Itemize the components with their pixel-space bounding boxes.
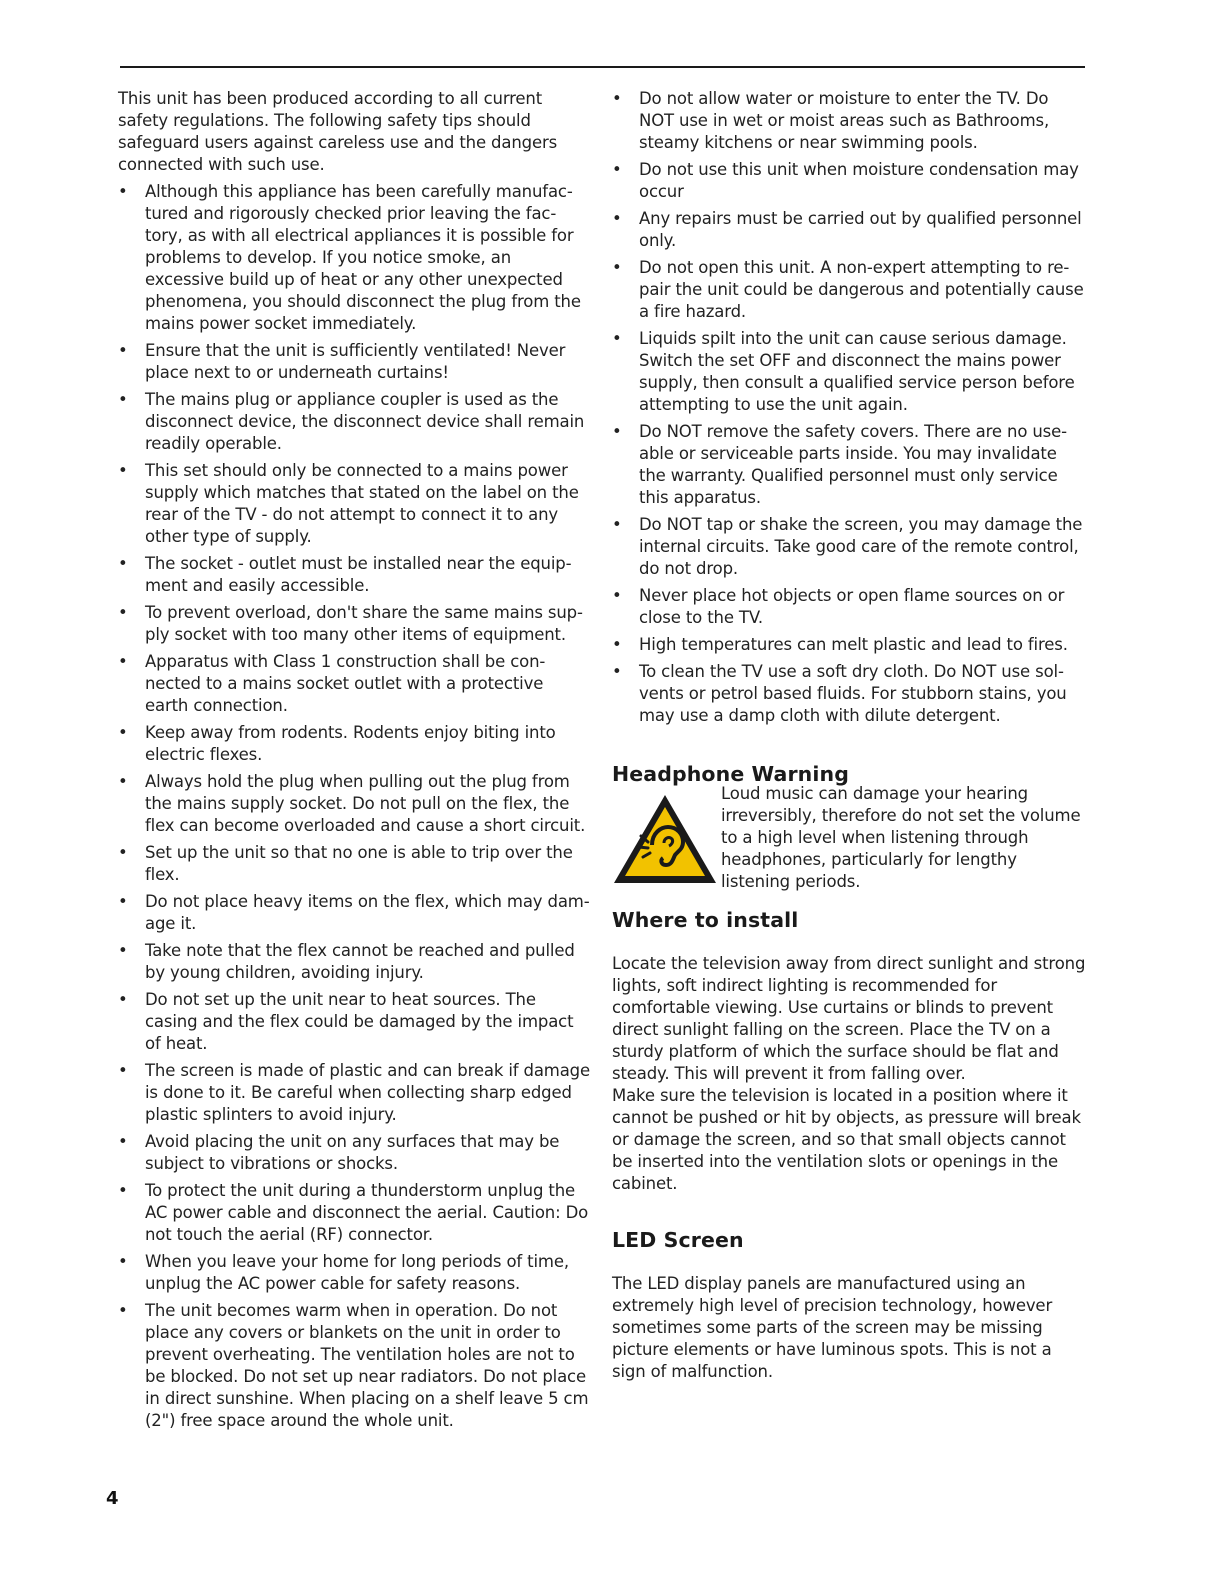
list-item: • The socket - outlet must be installed near the equip- ment and easily accessible. <box>118 553 590 597</box>
list-item: • Do NOT remove the safety covers. There are no use- able or serviceable parts inside. You may invalidate the warranty. Qualified personnel must only service this apparatus. <box>612 421 1086 509</box>
list-item: • Liquids spilt into the unit can cause serious damage. Switch the set OFF and disconnect the mains power supply, then consult a qualified service person before attempting to use the unit again. <box>612 328 1086 416</box>
left-safety-list <box>118 181 590 1432</box>
list-item: • Do NOT tap or shake the screen, you may damage the internal circuits. Take good care of the remote control, do not drop. <box>612 514 1086 580</box>
list-item: • This set should only be connected to a mains power supply which matches that stated on the label on the rear of the TV - do not attempt to connect it to any other type of supply. <box>118 460 590 548</box>
list-item: • The mains plug or appliance coupler is used as the disconnect device, the disconnect device shall remain readily operable. <box>118 389 590 455</box>
list-item: • High temperatures can melt plastic and lead to fires. <box>612 634 1086 656</box>
list-item: • To prevent overload, don't share the same mains sup- ply socket with too many other items of equipment. <box>118 602 590 646</box>
list-item: • To protect the unit during a thunderstorm unplug the AC power cable and disconnect the aerial. Caution: Do not touch the aerial (RF) connector. <box>118 1180 590 1246</box>
install-paragraph-1: Locate the television away from direct sunlight and strong lights, soft indirect lighting is recommended for comfortable viewing. Use curtains or blinds to prevent direct sunlight falling on the screen. Place the TV on a sturdy platform of which the surface should be flat and steady. This will prevent it from falling over. <box>612 954 1086 1083</box>
list-item: • Take note that the flex cannot be reached and pulled by young children, avoiding injury. <box>118 940 590 984</box>
left-column <box>118 88 590 1432</box>
install-paragraph-2: Make sure the television is located in a position where it cannot be pushed or hit by objects, as pressure will break or damage the screen, and so that small objects cannot be inserted into the ventilation slots or openings in the cabinet. <box>612 1086 1081 1193</box>
right-column <box>612 88 1086 1383</box>
list-item: • Do not allow water or moisture to enter the TV. Do NOT use in wet or moist areas such as Bathrooms, steamy kitchens or near swimming pools. <box>612 88 1086 154</box>
list-item: • The unit becomes warm when in operation. Do not place any covers or blankets on the unit in order to prevent overheating. The ventilation holes are not to be blocked. Do not set up near radiators. Do not place in direct sunshine. When placing on a shelf leave 5 cm (2") free space around the whole unit. <box>118 1300 590 1432</box>
right-safety-list <box>612 88 1086 727</box>
list-item: • Set up the unit so that no one is able to trip over the flex. <box>118 842 590 886</box>
list-item: • Never place hot objects or open flame sources on or close to the TV. <box>612 585 1086 629</box>
headphone-warning-heading: Headphone Warning <box>612 762 849 786</box>
list-item: • Do not set up the unit near to heat sources. The casing and the flex could be damaged by the impact of heat. <box>118 989 590 1055</box>
headphone-warning-text: Loud music can damage your hearing irreversibly, therefore do not set the volume to a high level when listening through headphones, particularly for lengthy listening periods. <box>721 784 1081 891</box>
list-item: • The screen is made of plastic and can break if damage is done to it. Be careful when collecting sharp edged plastic splinters to avoid injury. <box>118 1060 590 1126</box>
intro-paragraph: This unit has been produced according to all current safety regulations. The following safety tips should safeguard users against careless use and the dangers connected with such use. <box>118 89 558 174</box>
list-item: • Although this appliance has been carefully manufac- tured and rigorously checked prior leaving the fac- tory, as with all electrical appliances it is possible for problems to develop. If you notice smoke, an excessive build up of heat or any other unexpected phenomena, you should disconnect the plug from the mains power socket immediately. <box>118 181 590 335</box>
list-item: • Always hold the plug when pulling out the plug from the mains supply socket. Do not pull on the flex, the flex can become overloaded and cause a short circuit. <box>118 771 590 837</box>
list-item: • When you leave your home for long periods of time, unplug the AC power cable for safety reasons. <box>118 1251 590 1295</box>
list-item: • Ensure that the unit is sufficiently ventilated! Never place next to or underneath curtains! <box>118 340 590 384</box>
list-item: • Avoid placing the unit on any surfaces that may be subject to vibrations or shocks. <box>118 1131 590 1175</box>
hearing-warning-icon <box>612 793 718 885</box>
list-item: • Keep away from rodents. Rodents enjoy biting into electric flexes. <box>118 722 590 766</box>
led-screen-paragraph: The LED display panels are manufactured using an extremely high level of precision technology, however sometimes some parts of the screen may be missing picture elements or have luminous spots. This is not a sign of malfunction. <box>612 1274 1053 1381</box>
page-number: 4 <box>106 1488 119 1509</box>
list-item: • To clean the TV use a soft dry cloth. Do NOT use sol- vents or petrol based fluids. For stubborn stains, you may use a damp cloth with dilute detergent. <box>612 661 1086 727</box>
headphone-warning-block <box>612 784 1086 897</box>
list-item: • Apparatus with Class 1 construction shall be con- nected to a mains socket outlet with a protective earth connection. <box>118 651 590 717</box>
list-item: • Do not use this unit when moisture condensation may occur <box>612 159 1086 203</box>
list-item: • Do not place heavy items on the flex, which may dam- age it. <box>118 891 590 935</box>
top-rule <box>120 66 1085 68</box>
list-item: • Do not open this unit. A non-expert attempting to re- pair the unit could be dangerous and potentially cause a fire hazard. <box>612 257 1086 323</box>
list-item: • Any repairs must be carried out by qualified personnel only. <box>612 208 1086 252</box>
where-to-install-heading: Where to install <box>612 908 799 932</box>
led-screen-heading: LED Screen <box>612 1228 744 1252</box>
